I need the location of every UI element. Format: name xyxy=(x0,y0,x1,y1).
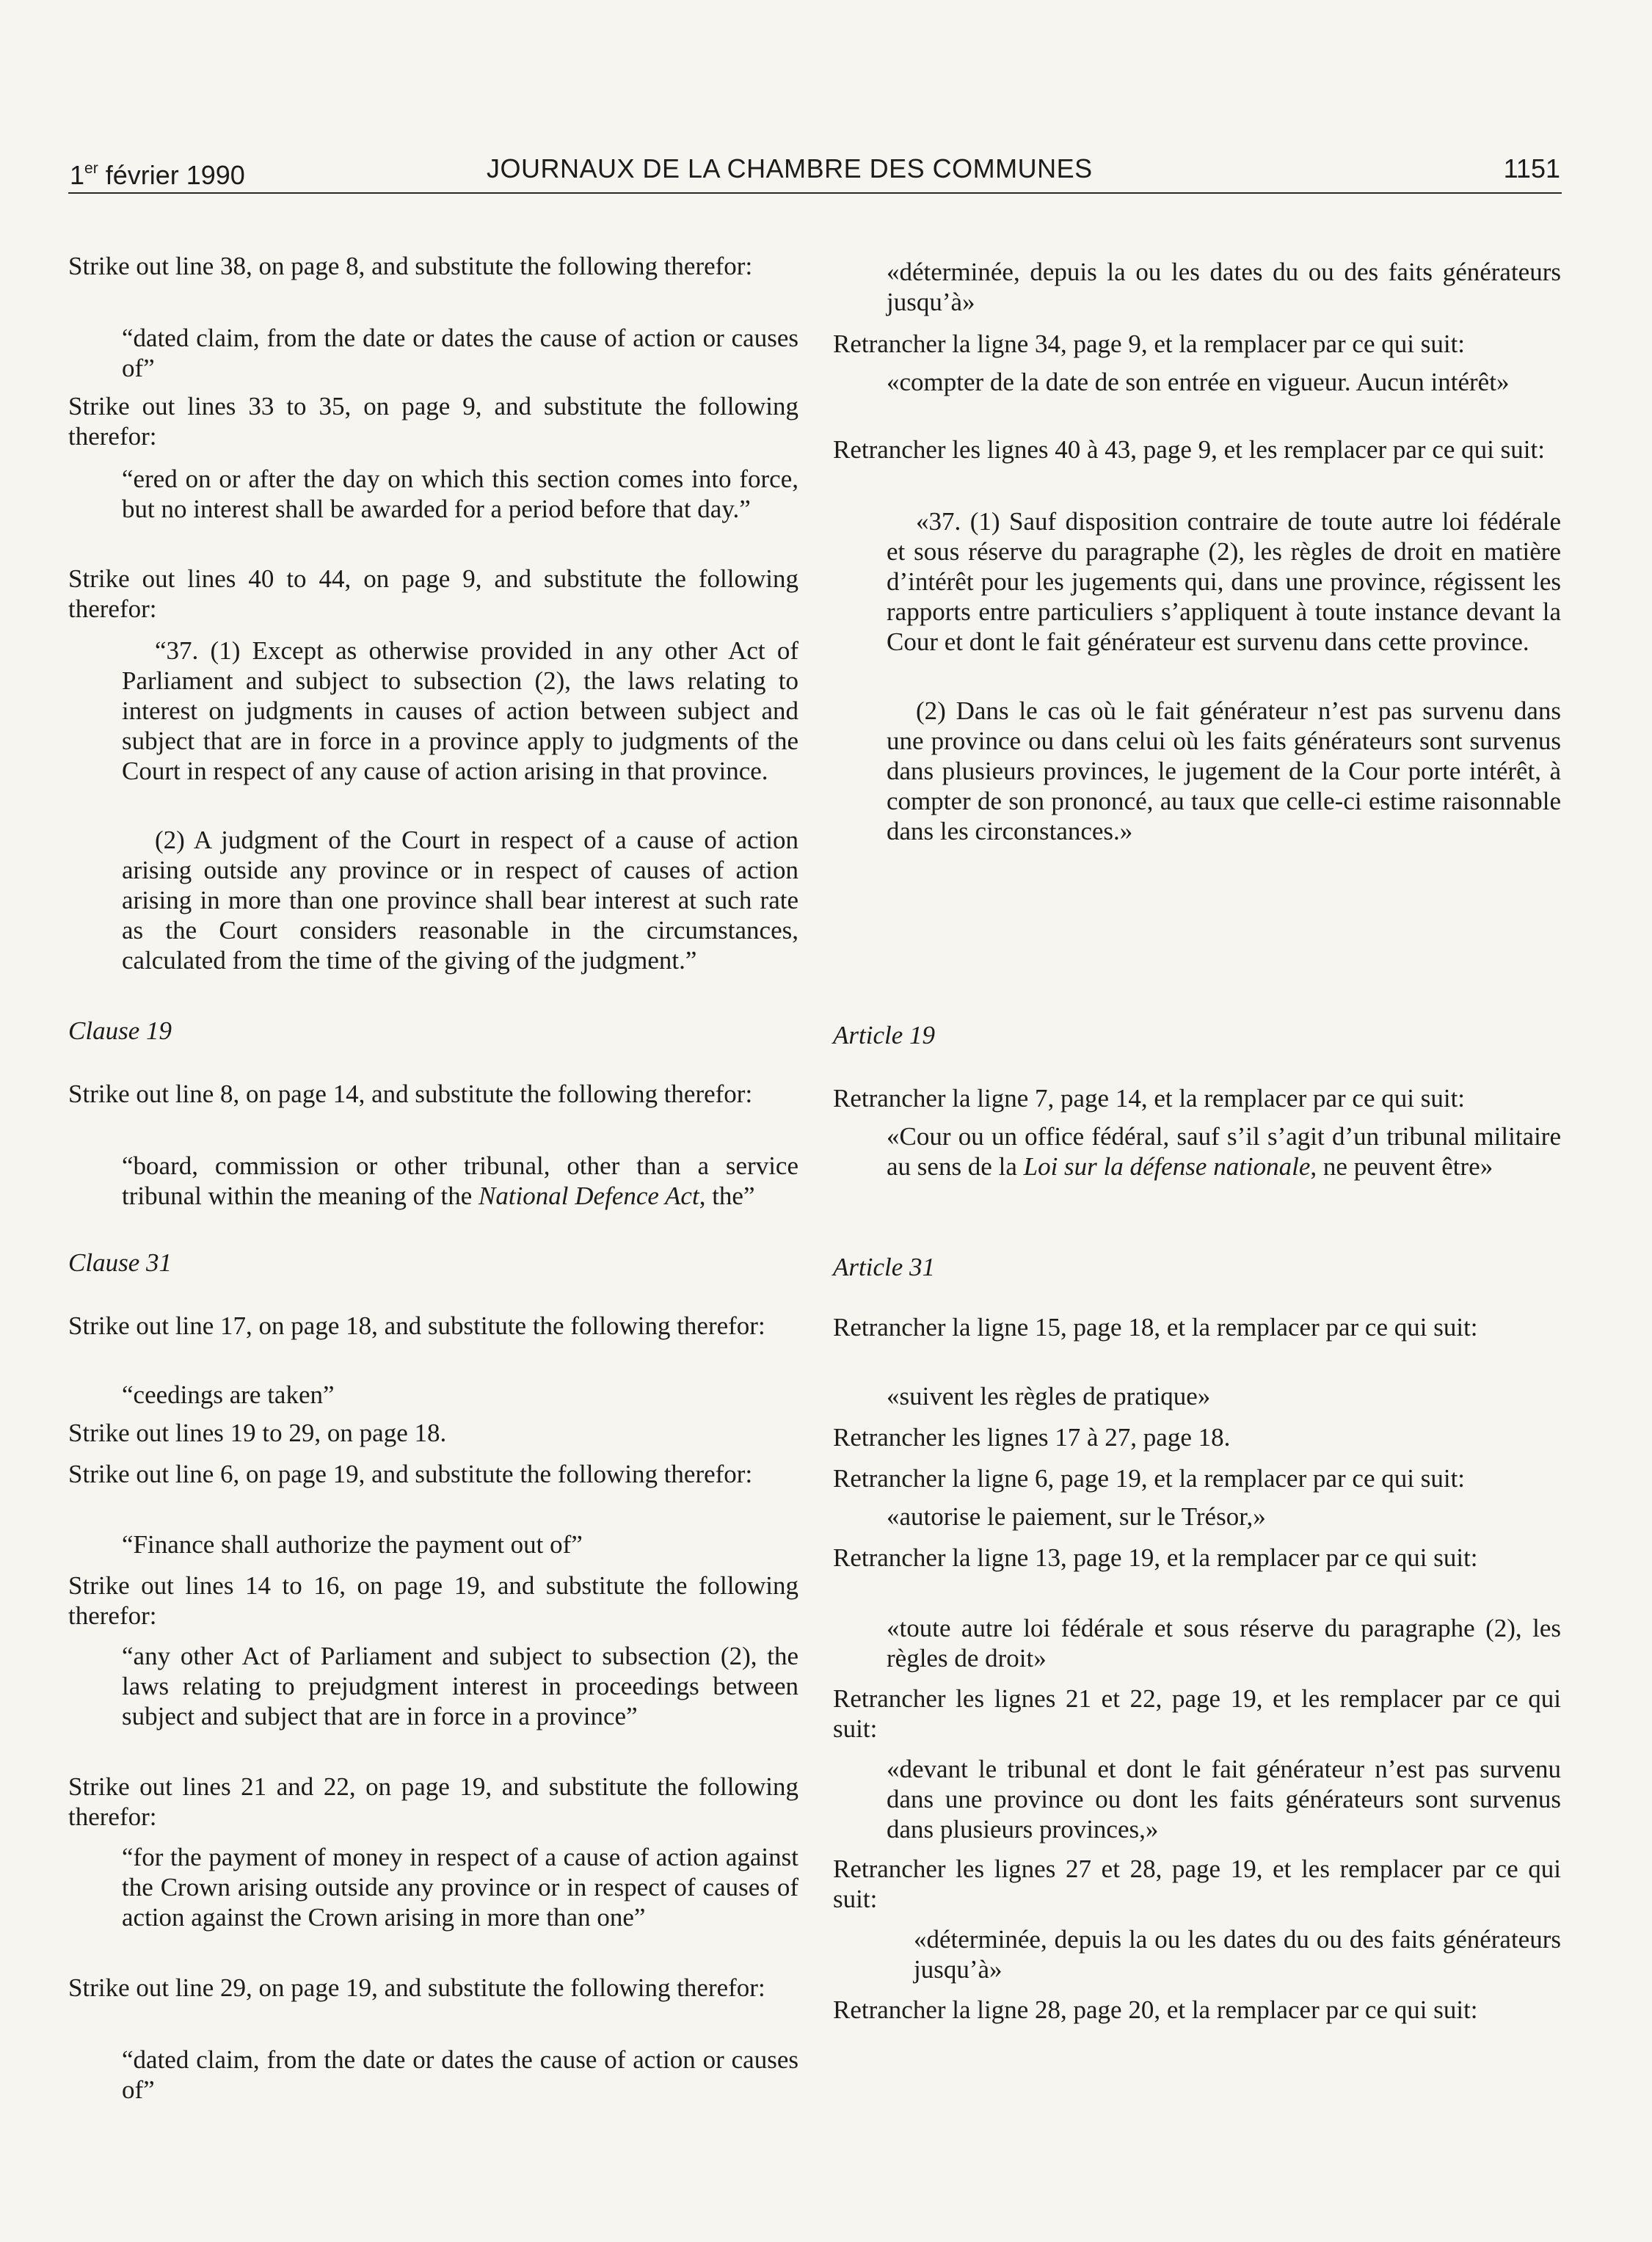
instruction: Retrancher la ligne 7, page 14, et la remplacer par ce qui suit: xyxy=(833,1084,1466,1113)
quoted-text xyxy=(833,506,1561,657)
header-date-rest: février 1990 xyxy=(98,160,245,190)
quoted-text: “any other Act of Parliament and subject to subsection (2), the laws relating to prejudgment interest in proceedings between subject and subject that are in force in a province” xyxy=(122,1642,798,1730)
quoted-text: «toute autre loi fédérale et sous réserve du paragraphe (2), les règles de droit» xyxy=(887,1614,1561,1673)
instruction: Retrancher les lignes 40 à 43, page 9, et les remplacer par ce qui suit: xyxy=(833,435,1545,464)
quoted-text: “dated claim, from the date or dates the cause of action or causes of” xyxy=(122,2045,798,2104)
quoted-text: «déterminée, depuis la ou les dates du ou des faits générateurs jusqu’à» xyxy=(887,258,1561,316)
instruction: Strike out line 38, on page 8, and substitute the following therefor: xyxy=(68,252,753,280)
instruction: Strike out lines 19 to 29, on page 18. xyxy=(68,1419,447,1447)
header-date-day: 1 xyxy=(70,160,85,190)
quoted-text: “for the payment of money in respect of a cause of action against the Crown arising outside any province or in respect of causes of action against the Crown arising in more than one” xyxy=(122,1843,798,1932)
quoted-text-part: “37. (1) Except as otherwise provided in any other Act of Parliament and subject to subsection (2), the laws relating to interest on judgments in causes of action between subject and subject that are in force in a province apply to judgments of the Court in respect of any cause of action arising in that province. xyxy=(122,636,798,785)
quoted-text: «compter de la date de son entrée en vigueur. Aucun intérêt» xyxy=(887,368,1510,396)
quoted-text: «devant le tribunal et dont le fait générateur n’est pas survenu dans une province ou dont les faits générateurs sont survenus dans plusieurs provinces,» xyxy=(887,1755,1561,1844)
instruction: Retrancher la ligne 6, page 19, et la remplacer par ce qui suit: xyxy=(833,1464,1466,1493)
quoted-text xyxy=(68,1151,798,1211)
instruction: Strike out lines 14 to 16, on page 19, and substitute the following therefor: xyxy=(68,1571,798,1630)
clause-heading: Clause 19 xyxy=(68,1016,172,1045)
header-title: JOURNAUX DE LA CHAMBRE DES COMMUNES xyxy=(487,153,1093,183)
quoted-text-part: , the” xyxy=(699,1182,755,1210)
instruction: Retrancher la ligne 28, page 20, et la remplacer par ce qui suit: xyxy=(833,1995,1478,2024)
instruction: Strike out line 17, on page 18, and substitute the following therefor: xyxy=(68,1311,765,1340)
quoted-text xyxy=(833,696,1561,846)
quoted-text: «suivent les règles de pratique» xyxy=(887,1382,1211,1411)
article-heading: Article 19 xyxy=(833,1021,935,1049)
page-number: 1151 xyxy=(1503,153,1560,183)
instruction: Strike out line 6, on page 19, and substitute the following therefor: xyxy=(68,1460,753,1488)
quoted-text xyxy=(68,825,798,975)
header-date-sup: er xyxy=(84,160,98,177)
quoted-text xyxy=(68,636,798,786)
instruction: Retrancher les lignes 17 à 27, page 18. xyxy=(833,1423,1231,1452)
quoted-text: “dated claim, from the date or dates the cause of action or causes of” xyxy=(122,324,798,382)
quoted-text: «autorise le paiement, sur le Trésor,» xyxy=(887,1502,1266,1531)
instruction: Retrancher la ligne 13, page 19, et la remplacer par ce qui suit: xyxy=(833,1543,1478,1572)
quoted-text: «déterminée, depuis la ou les dates du ou des faits générateurs jusqu’à» xyxy=(914,1925,1561,1984)
quoted-text-part: «Cour ou un office fédéral, sauf s’il s’agit d’un tribunal militaire au sens de la xyxy=(887,1122,1561,1181)
instruction: Strike out line 29, on page 19, and substitute the following therefor: xyxy=(68,1973,765,2002)
article-heading: Article 31 xyxy=(833,1253,935,1281)
quoted-text-part: (2) Dans le cas où le fait générateur n’est pas survenu dans une province ou dans celui où les faits générateurs sont survenus dans plusieurs provinces, le jugement de la Cour porte intérêt, à compter de son prononcé, au taux que celle-ci estime raisonnable dans les circonstances.» xyxy=(887,696,1561,845)
instruction: Strike out lines 33 to 35, on page 9, and substitute the following therefor: xyxy=(68,392,798,451)
act-title: Loi sur la défense nationale xyxy=(1023,1152,1311,1181)
act-title: National Defence Act xyxy=(479,1182,699,1210)
quoted-text-part: “board, commission or other tribunal, other than a service tribunal within the meaning of the xyxy=(122,1151,798,1210)
instruction: Retrancher la ligne 34, page 9, et la remplacer par ce qui suit: xyxy=(833,330,1466,358)
instruction: Strike out lines 21 and 22, on page 19, and substitute the following therefor: xyxy=(68,1772,798,1831)
instruction: Retrancher la ligne 15, page 18, et la remplacer par ce qui suit: xyxy=(833,1313,1478,1342)
instruction: Strike out line 8, on page 14, and substitute the following therefor: xyxy=(68,1080,753,1108)
clause-heading: Clause 31 xyxy=(68,1248,172,1277)
quoted-text: “ceedings are taken” xyxy=(122,1380,335,1409)
quoted-text xyxy=(833,1121,1561,1182)
quoted-text-part: (2) A judgment of the Court in respect of a cause of action arising outside any province or in respect of causes of action arising in more than one province shall bear interest at such rate as the Court considers reasonable in the circumstances, calculated from the time of the giving of the judgment.” xyxy=(122,826,798,975)
page-header xyxy=(68,151,1562,194)
quoted-text: “Finance shall authorize the payment out of” xyxy=(122,1530,583,1559)
instruction: Retrancher les lignes 21 et 22, page 19, et les remplacer par ce qui suit: xyxy=(833,1684,1561,1743)
quoted-text-part: «37. (1) Sauf disposition contraire de toute autre loi fédérale et sous réserve du paragraphe (2), les règles de droit en matière d’intérêt pour les jugements qui, dans une province, régissent les rapports entre particuliers s’appliquent à toute instance devant la Cour et dont le fait générateur est survenu dans cette province. xyxy=(887,507,1561,656)
instruction: Strike out lines 40 to 44, on page 9, and substitute the following therefor: xyxy=(68,564,798,623)
header-date xyxy=(70,153,245,192)
instruction: Retrancher les lignes 27 et 28, page 19, et les remplacer par ce qui suit: xyxy=(833,1855,1561,1913)
quoted-text-part: , ne peuvent être» xyxy=(1310,1152,1493,1181)
quoted-text: “ered on or after the day on which this section comes into force, but no interest shall be awarded for a period before that day.” xyxy=(122,465,798,523)
